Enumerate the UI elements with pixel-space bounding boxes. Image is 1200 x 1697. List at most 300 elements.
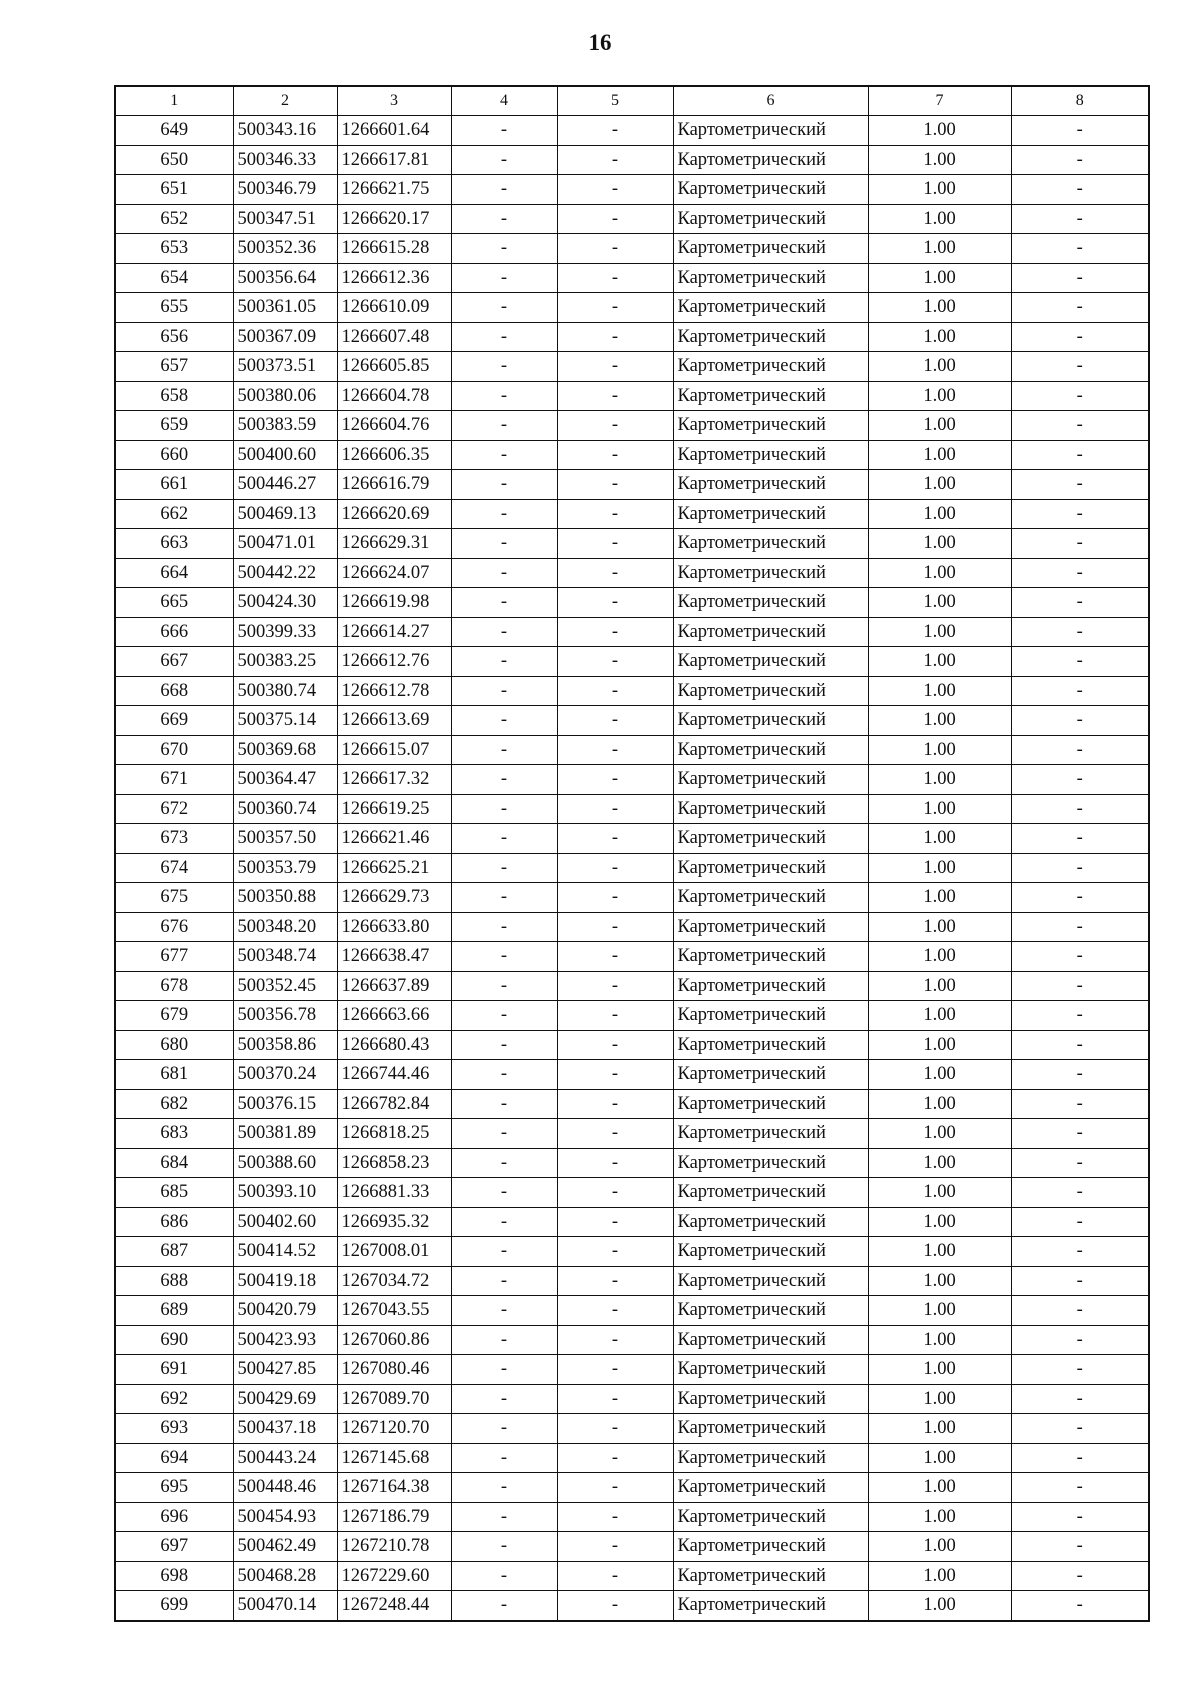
accuracy-cell: 1.00 <box>868 175 1011 205</box>
y-coordinate-cell: 1266629.73 <box>337 883 451 913</box>
method-cell: Картометрический <box>673 1030 868 1060</box>
table-row <box>115 912 1149 942</box>
column-4-cell: - <box>451 971 557 1001</box>
column-8-cell: - <box>1011 1237 1149 1267</box>
method-cell: Картометрический <box>673 971 868 1001</box>
column-4-cell: - <box>451 1266 557 1296</box>
table-row <box>115 411 1149 441</box>
x-coordinate-cell: 500352.36 <box>233 234 337 264</box>
column-header: 2 <box>233 86 337 116</box>
y-coordinate-cell: 1266935.32 <box>337 1207 451 1237</box>
accuracy-cell: 1.00 <box>868 912 1011 942</box>
column-5-cell: - <box>557 617 673 647</box>
method-cell: Картометрический <box>673 293 868 323</box>
accuracy-cell: 1.00 <box>868 470 1011 500</box>
table-row <box>115 853 1149 883</box>
x-coordinate-cell: 500346.79 <box>233 175 337 205</box>
accuracy-cell: 1.00 <box>868 588 1011 618</box>
column-8-cell: - <box>1011 1296 1149 1326</box>
column-4-cell: - <box>451 1355 557 1385</box>
x-coordinate-cell: 500373.51 <box>233 352 337 382</box>
method-cell: Картометрический <box>673 647 868 677</box>
x-coordinate-cell: 500364.47 <box>233 765 337 795</box>
accuracy-cell: 1.00 <box>868 1414 1011 1444</box>
table-row <box>115 1089 1149 1119</box>
point-number-cell: 698 <box>115 1561 233 1591</box>
column-4-cell: - <box>451 293 557 323</box>
column-4-cell: - <box>451 1119 557 1149</box>
method-cell: Картометрический <box>673 1502 868 1532</box>
point-number-cell: 675 <box>115 883 233 913</box>
table-row <box>115 824 1149 854</box>
column-5-cell: - <box>557 706 673 736</box>
y-coordinate-cell: 1267164.38 <box>337 1473 451 1503</box>
point-number-cell: 656 <box>115 322 233 352</box>
y-coordinate-cell: 1266605.85 <box>337 352 451 382</box>
x-coordinate-cell: 500381.89 <box>233 1119 337 1149</box>
column-4-cell: - <box>451 1532 557 1562</box>
point-number-cell: 679 <box>115 1001 233 1031</box>
point-number-cell: 664 <box>115 558 233 588</box>
table-row <box>115 1591 1149 1621</box>
column-8-cell: - <box>1011 588 1149 618</box>
column-8-cell: - <box>1011 1148 1149 1178</box>
y-coordinate-cell: 1266782.84 <box>337 1089 451 1119</box>
y-coordinate-cell: 1267034.72 <box>337 1266 451 1296</box>
column-8-cell: - <box>1011 1384 1149 1414</box>
point-number-cell: 669 <box>115 706 233 736</box>
accuracy-cell: 1.00 <box>868 676 1011 706</box>
table-row <box>115 352 1149 382</box>
point-number-cell: 662 <box>115 499 233 529</box>
y-coordinate-cell: 1266604.76 <box>337 411 451 441</box>
column-8-cell: - <box>1011 676 1149 706</box>
point-number-cell: 652 <box>115 204 233 234</box>
point-number-cell: 663 <box>115 529 233 559</box>
method-cell: Картометрический <box>673 1237 868 1267</box>
column-5-cell: - <box>557 1325 673 1355</box>
column-header: 3 <box>337 86 451 116</box>
column-8-cell: - <box>1011 824 1149 854</box>
x-coordinate-cell: 500356.64 <box>233 263 337 293</box>
method-cell: Картометрический <box>673 1414 868 1444</box>
point-number-cell: 690 <box>115 1325 233 1355</box>
method-cell: Картометрический <box>673 1060 868 1090</box>
y-coordinate-cell: 1266607.48 <box>337 322 451 352</box>
y-coordinate-cell: 1266612.36 <box>337 263 451 293</box>
column-8-cell: - <box>1011 794 1149 824</box>
column-8-cell: - <box>1011 1414 1149 1444</box>
table-row <box>115 1502 1149 1532</box>
column-8-cell: - <box>1011 352 1149 382</box>
point-number-cell: 693 <box>115 1414 233 1444</box>
column-8-cell: - <box>1011 1030 1149 1060</box>
method-cell: Картометрический <box>673 706 868 736</box>
column-4-cell: - <box>451 116 557 146</box>
column-4-cell: - <box>451 794 557 824</box>
accuracy-cell: 1.00 <box>868 381 1011 411</box>
column-8-cell: - <box>1011 293 1149 323</box>
column-8-cell: - <box>1011 765 1149 795</box>
column-8-cell: - <box>1011 381 1149 411</box>
column-4-cell: - <box>451 470 557 500</box>
method-cell: Картометрический <box>673 617 868 647</box>
accuracy-cell: 1.00 <box>868 440 1011 470</box>
column-8-cell: - <box>1011 116 1149 146</box>
column-4-cell: - <box>451 588 557 618</box>
method-cell: Картометрический <box>673 1591 868 1621</box>
accuracy-cell: 1.00 <box>868 558 1011 588</box>
method-cell: Картометрический <box>673 1296 868 1326</box>
column-5-cell: - <box>557 912 673 942</box>
column-5-cell: - <box>557 971 673 1001</box>
column-5-cell: - <box>557 263 673 293</box>
method-cell: Картометрический <box>673 1473 868 1503</box>
accuracy-cell: 1.00 <box>868 647 1011 677</box>
x-coordinate-cell: 500429.69 <box>233 1384 337 1414</box>
column-8-cell: - <box>1011 529 1149 559</box>
table-row <box>115 1207 1149 1237</box>
point-number-cell: 685 <box>115 1178 233 1208</box>
column-4-cell: - <box>451 1443 557 1473</box>
column-8-cell: - <box>1011 1532 1149 1562</box>
x-coordinate-cell: 500361.05 <box>233 293 337 323</box>
table-row <box>115 1001 1149 1031</box>
column-4-cell: - <box>451 499 557 529</box>
method-cell: Картометрический <box>673 824 868 854</box>
accuracy-cell: 1.00 <box>868 529 1011 559</box>
method-cell: Картометрический <box>673 529 868 559</box>
method-cell: Картометрический <box>673 499 868 529</box>
x-coordinate-cell: 500343.16 <box>233 116 337 146</box>
point-number-cell: 673 <box>115 824 233 854</box>
table-row <box>115 971 1149 1001</box>
column-8-cell: - <box>1011 204 1149 234</box>
x-coordinate-cell: 500357.50 <box>233 824 337 854</box>
table-row <box>115 529 1149 559</box>
method-cell: Картометрический <box>673 588 868 618</box>
point-number-cell: 683 <box>115 1119 233 1149</box>
column-8-cell: - <box>1011 1502 1149 1532</box>
column-5-cell: - <box>557 1296 673 1326</box>
table-row <box>115 440 1149 470</box>
column-8-cell: - <box>1011 1473 1149 1503</box>
column-8-cell: - <box>1011 1178 1149 1208</box>
point-number-cell: 699 <box>115 1591 233 1621</box>
point-number-cell: 659 <box>115 411 233 441</box>
y-coordinate-cell: 1266606.35 <box>337 440 451 470</box>
x-coordinate-cell: 500370.24 <box>233 1060 337 1090</box>
y-coordinate-cell: 1266616.79 <box>337 470 451 500</box>
table-row <box>115 1296 1149 1326</box>
column-5-cell: - <box>557 1473 673 1503</box>
column-8-cell: - <box>1011 1561 1149 1591</box>
column-5-cell: - <box>557 1561 673 1591</box>
accuracy-cell: 1.00 <box>868 145 1011 175</box>
accuracy-cell: 1.00 <box>868 1237 1011 1267</box>
column-4-cell: - <box>451 617 557 647</box>
x-coordinate-cell: 500402.60 <box>233 1207 337 1237</box>
column-4-cell: - <box>451 1325 557 1355</box>
method-cell: Картометрический <box>673 765 868 795</box>
method-cell: Картометрический <box>673 1178 868 1208</box>
method-cell: Картометрический <box>673 411 868 441</box>
accuracy-cell: 1.00 <box>868 1443 1011 1473</box>
column-4-cell: - <box>451 381 557 411</box>
y-coordinate-cell: 1266624.07 <box>337 558 451 588</box>
y-coordinate-cell: 1266680.43 <box>337 1030 451 1060</box>
column-5-cell: - <box>557 116 673 146</box>
point-number-cell: 666 <box>115 617 233 647</box>
column-4-cell: - <box>451 1384 557 1414</box>
point-number-cell: 658 <box>115 381 233 411</box>
x-coordinate-cell: 500383.25 <box>233 647 337 677</box>
method-cell: Картометрический <box>673 1325 868 1355</box>
x-coordinate-cell: 500469.13 <box>233 499 337 529</box>
accuracy-cell: 1.00 <box>868 1473 1011 1503</box>
x-coordinate-cell: 500347.51 <box>233 204 337 234</box>
y-coordinate-cell: 1266663.66 <box>337 1001 451 1031</box>
column-4-cell: - <box>451 1207 557 1237</box>
column-5-cell: - <box>557 1443 673 1473</box>
method-cell: Картометрический <box>673 1148 868 1178</box>
column-header: 4 <box>451 86 557 116</box>
column-header: 8 <box>1011 86 1149 116</box>
column-4-cell: - <box>451 883 557 913</box>
table-row <box>115 322 1149 352</box>
column-5-cell: - <box>557 853 673 883</box>
column-4-cell: - <box>451 440 557 470</box>
point-number-cell: 649 <box>115 116 233 146</box>
method-cell: Картометрический <box>673 322 868 352</box>
method-cell: Картометрический <box>673 175 868 205</box>
table-row <box>115 735 1149 765</box>
x-coordinate-cell: 500454.93 <box>233 1502 337 1532</box>
accuracy-cell: 1.00 <box>868 1089 1011 1119</box>
column-8-cell: - <box>1011 617 1149 647</box>
point-number-cell: 694 <box>115 1443 233 1473</box>
column-4-cell: - <box>451 1089 557 1119</box>
column-5-cell: - <box>557 883 673 913</box>
column-4-cell: - <box>451 529 557 559</box>
method-cell: Картометрический <box>673 263 868 293</box>
table-row <box>115 499 1149 529</box>
column-4-cell: - <box>451 1561 557 1591</box>
method-cell: Картометрический <box>673 1384 868 1414</box>
method-cell: Картометрический <box>673 853 868 883</box>
column-8-cell: - <box>1011 647 1149 677</box>
y-coordinate-cell: 1266818.25 <box>337 1119 451 1149</box>
y-coordinate-cell: 1267089.70 <box>337 1384 451 1414</box>
column-8-cell: - <box>1011 1355 1149 1385</box>
x-coordinate-cell: 500367.09 <box>233 322 337 352</box>
y-coordinate-cell: 1267145.68 <box>337 1443 451 1473</box>
method-cell: Картометрический <box>673 204 868 234</box>
x-coordinate-cell: 500446.27 <box>233 470 337 500</box>
column-4-cell: - <box>451 204 557 234</box>
accuracy-cell: 1.00 <box>868 352 1011 382</box>
table-row <box>115 1443 1149 1473</box>
column-4-cell: - <box>451 1030 557 1060</box>
column-5-cell: - <box>557 145 673 175</box>
y-coordinate-cell: 1266625.21 <box>337 853 451 883</box>
x-coordinate-cell: 500423.93 <box>233 1325 337 1355</box>
table-row <box>115 1237 1149 1267</box>
point-number-cell: 653 <box>115 234 233 264</box>
column-8-cell: - <box>1011 411 1149 441</box>
y-coordinate-cell: 1267248.44 <box>337 1591 451 1621</box>
accuracy-cell: 1.00 <box>868 1119 1011 1149</box>
point-number-cell: 692 <box>115 1384 233 1414</box>
x-coordinate-cell: 500358.86 <box>233 1030 337 1060</box>
accuracy-cell: 1.00 <box>868 322 1011 352</box>
point-number-cell: 677 <box>115 942 233 972</box>
column-8-cell: - <box>1011 853 1149 883</box>
column-4-cell: - <box>451 175 557 205</box>
column-8-cell: - <box>1011 735 1149 765</box>
column-5-cell: - <box>557 1060 673 1090</box>
y-coordinate-cell: 1266612.78 <box>337 676 451 706</box>
method-cell: Картометрический <box>673 794 868 824</box>
x-coordinate-cell: 500383.59 <box>233 411 337 441</box>
column-4-cell: - <box>451 824 557 854</box>
point-number-cell: 691 <box>115 1355 233 1385</box>
y-coordinate-cell: 1266615.07 <box>337 735 451 765</box>
column-5-cell: - <box>557 1532 673 1562</box>
column-5-cell: - <box>557 1355 673 1385</box>
column-5-cell: - <box>557 1502 673 1532</box>
point-number-cell: 689 <box>115 1296 233 1326</box>
column-5-cell: - <box>557 234 673 264</box>
column-4-cell: - <box>451 647 557 677</box>
method-cell: Картометрический <box>673 1532 868 1562</box>
column-4-cell: - <box>451 912 557 942</box>
column-8-cell: - <box>1011 1119 1149 1149</box>
point-number-cell: 684 <box>115 1148 233 1178</box>
y-coordinate-cell: 1267210.78 <box>337 1532 451 1562</box>
y-coordinate-cell: 1266612.76 <box>337 647 451 677</box>
point-number-cell: 678 <box>115 971 233 1001</box>
column-5-cell: - <box>557 175 673 205</box>
y-coordinate-cell: 1266601.64 <box>337 116 451 146</box>
y-coordinate-cell: 1266637.89 <box>337 971 451 1001</box>
y-coordinate-cell: 1267229.60 <box>337 1561 451 1591</box>
method-cell: Картометрический <box>673 440 868 470</box>
column-4-cell: - <box>451 1237 557 1267</box>
column-8-cell: - <box>1011 1325 1149 1355</box>
accuracy-cell: 1.00 <box>868 735 1011 765</box>
column-8-cell: - <box>1011 234 1149 264</box>
table-row <box>115 381 1149 411</box>
column-header: 7 <box>868 86 1011 116</box>
column-4-cell: - <box>451 1296 557 1326</box>
x-coordinate-cell: 500443.24 <box>233 1443 337 1473</box>
column-8-cell: - <box>1011 558 1149 588</box>
point-number-cell: 680 <box>115 1030 233 1060</box>
column-5-cell: - <box>557 735 673 765</box>
column-4-cell: - <box>451 706 557 736</box>
column-4-cell: - <box>451 1001 557 1031</box>
column-4-cell: - <box>451 1414 557 1444</box>
method-cell: Картометрический <box>673 470 868 500</box>
accuracy-cell: 1.00 <box>868 1502 1011 1532</box>
column-5-cell: - <box>557 1119 673 1149</box>
table-row <box>115 1325 1149 1355</box>
column-4-cell: - <box>451 322 557 352</box>
column-5-cell: - <box>557 1178 673 1208</box>
column-8-cell: - <box>1011 322 1149 352</box>
table-row <box>115 116 1149 146</box>
column-header: 5 <box>557 86 673 116</box>
method-cell: Картометрический <box>673 1355 868 1385</box>
point-number-cell: 660 <box>115 440 233 470</box>
y-coordinate-cell: 1266615.28 <box>337 234 451 264</box>
column-8-cell: - <box>1011 706 1149 736</box>
y-coordinate-cell: 1267043.55 <box>337 1296 451 1326</box>
method-cell: Картометрический <box>673 1089 868 1119</box>
table-row <box>115 647 1149 677</box>
point-number-cell: 665 <box>115 588 233 618</box>
point-number-cell: 667 <box>115 647 233 677</box>
column-5-cell: - <box>557 1266 673 1296</box>
y-coordinate-cell: 1266629.31 <box>337 529 451 559</box>
column-4-cell: - <box>451 765 557 795</box>
table-row <box>115 1473 1149 1503</box>
column-5-cell: - <box>557 1384 673 1414</box>
column-5-cell: - <box>557 1414 673 1444</box>
column-8-cell: - <box>1011 145 1149 175</box>
method-cell: Картометрический <box>673 116 868 146</box>
table-row <box>115 1030 1149 1060</box>
table-row <box>115 706 1149 736</box>
column-8-cell: - <box>1011 1266 1149 1296</box>
x-coordinate-cell: 500414.52 <box>233 1237 337 1267</box>
x-coordinate-cell: 500471.01 <box>233 529 337 559</box>
x-coordinate-cell: 500348.74 <box>233 942 337 972</box>
point-number-cell: 686 <box>115 1207 233 1237</box>
column-4-cell: - <box>451 263 557 293</box>
accuracy-cell: 1.00 <box>868 1532 1011 1562</box>
table-row <box>115 883 1149 913</box>
x-coordinate-cell: 500427.85 <box>233 1355 337 1385</box>
x-coordinate-cell: 500437.18 <box>233 1414 337 1444</box>
column-5-cell: - <box>557 676 673 706</box>
accuracy-cell: 1.00 <box>868 794 1011 824</box>
point-number-cell: 681 <box>115 1060 233 1090</box>
y-coordinate-cell: 1266621.75 <box>337 175 451 205</box>
method-cell: Картометрический <box>673 1443 868 1473</box>
accuracy-cell: 1.00 <box>868 1060 1011 1090</box>
table-row <box>115 794 1149 824</box>
column-5-cell: - <box>557 558 673 588</box>
accuracy-cell: 1.00 <box>868 824 1011 854</box>
x-coordinate-cell: 500353.79 <box>233 853 337 883</box>
accuracy-cell: 1.00 <box>868 204 1011 234</box>
x-coordinate-cell: 500348.20 <box>233 912 337 942</box>
table-row <box>115 1355 1149 1385</box>
point-number-cell: 687 <box>115 1237 233 1267</box>
x-coordinate-cell: 500399.33 <box>233 617 337 647</box>
table-row <box>115 558 1149 588</box>
method-cell: Картометрический <box>673 1561 868 1591</box>
table-header-row <box>115 86 1149 116</box>
x-coordinate-cell: 500375.14 <box>233 706 337 736</box>
y-coordinate-cell: 1266744.46 <box>337 1060 451 1090</box>
x-coordinate-cell: 500420.79 <box>233 1296 337 1326</box>
accuracy-cell: 1.00 <box>868 293 1011 323</box>
y-coordinate-cell: 1266613.69 <box>337 706 451 736</box>
x-coordinate-cell: 500424.30 <box>233 588 337 618</box>
